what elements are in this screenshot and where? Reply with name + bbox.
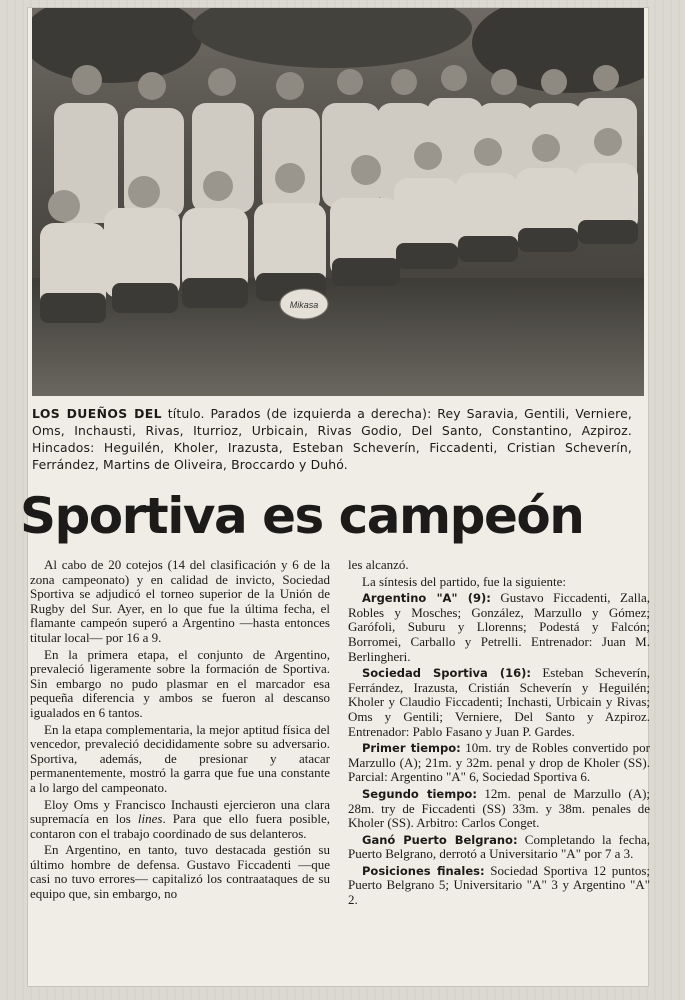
paragraph-part: Eloy Oms y Francisco Inchausti ejercieron una clara supremacía en los (30, 796, 330, 827)
section-text: Esteban Scheverín, Ferrández, Irazusta, Cristián Scheverín y Heguilén; Kholer y Claudio Ficcadenti; Inchasti, Urbicain y Rivas; Oms y Gentili; Verniere, Del Santo y Azpiroz. Entrenador: Pablo Fasano y Juan P. Gardes. (348, 665, 651, 739)
caption-text: título. Parados (de izquierda a derecha): Rey Saravia, Gentili, Verniere, Oms, Inchausti, Rivas, Iturrioz, Urbicain, Rivas Godio, Del Santo, Constantino, Azpiroz. Hincados: Heguilén, Kholer, Irazusta, Esteban Scheverín, Ficcadenti, Cristian Scheverín, Ferrández, Martins de Oliveira, Broccardo y Duhó. (32, 406, 633, 472)
first-half-summary (348, 741, 650, 785)
paragraph: Al cabo de 20 cotejos (14 del clasificación y 6 de la zona campeonato) y en calidad de invicto, Sociedad Sportiva se adjudicó el torneo superior de la Unión de Rugby del Sur. Ayer, en lo que fue la última fecha, el flamante campeón superó a Argentino —hasta entonces titular local— por 16 a 9. (30, 557, 330, 645)
paragraph: En la primera etapa, el conjunto de Argentino, prevaleció ligeramente sobre la formación de Sportiva. Sin embargo no pudo plasmar en el marcador esa pequeña diferencia y ambos se fueron al descanso igualados en 6 tantos. (30, 646, 330, 720)
paragraph: En la etapa complementaria, la mejor aptitud física del vencedor, prevaleció decididamente sobre su adversario. Sportiva, además, de presionar y atacar permanentemente, mostró la garra que fue una constante a lo largo del campeonato. (30, 721, 330, 795)
section-label: Sociedad Sportiva (16): (362, 666, 531, 681)
emphasis-lines: lines (137, 811, 163, 827)
paragraph-part: . Para que ello fuera posible, contaron con el trabajo coordinado de sus delanteros. (30, 811, 331, 841)
article-right-column (348, 558, 650, 910)
team-photo (32, 8, 644, 396)
headline: Sportiva es campeón (20, 487, 584, 545)
section-label: Primer tiempo: (362, 741, 461, 756)
caption-lead: LOS DUEÑOS DEL (32, 406, 162, 421)
section-text: Completando la fecha, Puerto Belgrano, derrotó a Universitario "A" por 7 a 3. (348, 831, 651, 862)
section-text: 12m. penal de Marzullo (A); 28m. try de Ficcadenti (SS) 33m. y 38m. penales de Kholer (SS). Arbitro: Carlos Conget. (348, 785, 651, 831)
section-label: Ganó Puerto Belgrano: (362, 832, 518, 847)
section-text: Gustavo Ficcadenti, Zalla, Robles y Mosches; González, Marzullo y Gómez; Garófoli, Suburu y Llorenns; Podestá y Falcón; Borromei, Carballo y Petrelli. Entrenador: Juan M. Berlingheri. (348, 590, 651, 664)
ball-brand-text: Mikasa (289, 300, 319, 310)
final-standings (348, 864, 650, 908)
paragraph: La síntesis del partido, fue la siguiente: (362, 573, 566, 589)
photo-caption (32, 405, 632, 473)
second-half-summary (348, 787, 650, 831)
section-label: Posiciones finales: (362, 863, 485, 878)
paragraph (30, 798, 330, 842)
lineup-sportiva (348, 666, 650, 739)
section-label: Argentino "A" (9): (362, 591, 491, 606)
paragraph: les alcanzó. (348, 557, 409, 572)
paragraph: En Argentino, en tanto, tuvo destacada gestión su último hombre de defensa. Gustavo Ficcadenti —que casi no tuvo errores— capitalizó los contraataques de su equipo que, sin embargo, no (30, 842, 330, 902)
section-label: Segundo tiempo: (362, 786, 477, 801)
section-text: Sociedad Sportiva 12 puntos; Puerto Belgrano 5; Universitario "A" 3 y Argentino "A" 2. (348, 862, 650, 908)
section-text: 10m. try de Robles convertido por Marzullo (A); 21m. y 32m. penal y drop de Kholer (SS). Parcial: Argentino "A" 6, Sociedad Sportiva 6. (348, 740, 651, 785)
lineup-argentino (348, 591, 650, 664)
article-left-column (30, 558, 330, 904)
puerto-belgrano-result (348, 833, 650, 862)
